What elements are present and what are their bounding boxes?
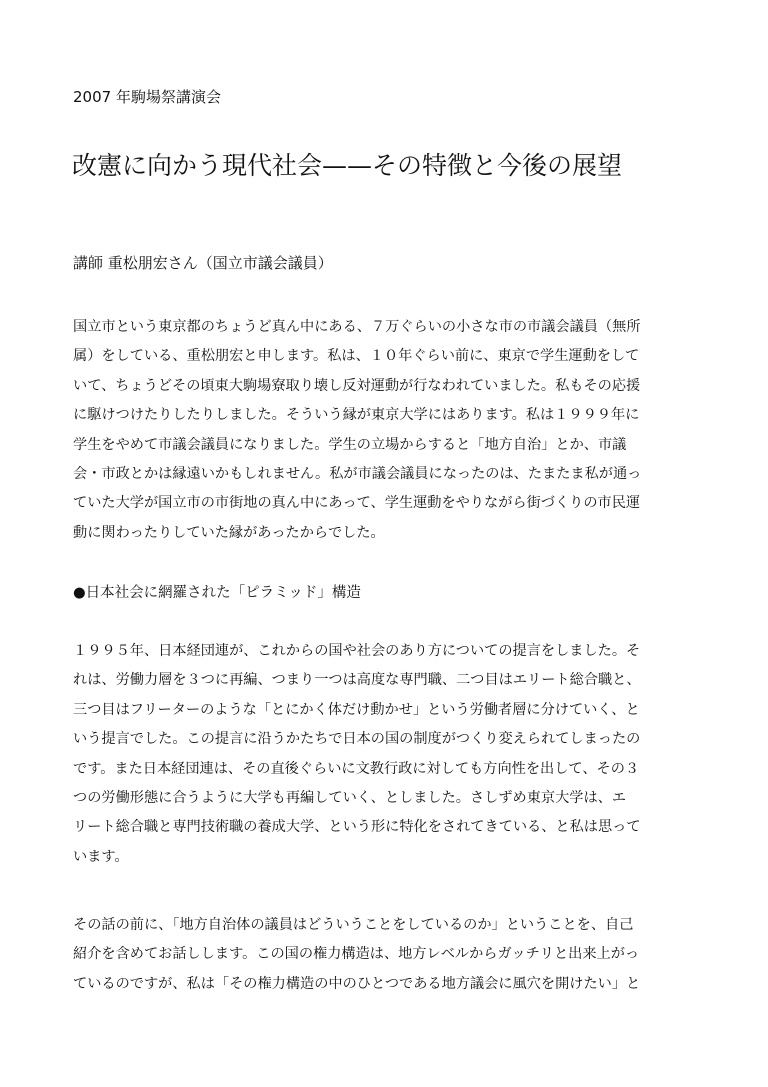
text-line: リート総合職と専門技術職の養成大学、という形に特化をされてきている、と私は思って bbox=[73, 819, 641, 836]
local-assembly-paragraph bbox=[73, 911, 697, 999]
speaker-line: 講師 重松朋宏さん（国立市議会議員） bbox=[73, 254, 333, 272]
text-line: ていた大学が国立市の市街地の真ん中にあって、学生運動をやりながら街づくりの市民運 bbox=[73, 495, 641, 512]
section-heading: ●日本社会に網羅された「ピラミッド」構造 bbox=[73, 585, 361, 601]
keidanren-paragraph bbox=[73, 637, 697, 872]
text-line: です。また日本経団連は、その直後ぐらいに文教行政に対しても方向性を出して、その３ bbox=[73, 760, 640, 777]
text-line: 動に関わったりしていた縁があったからでした。 bbox=[73, 524, 385, 541]
text-line: 紹介を含めてお話しします。この国の権力構造は、地方レベルからガッチリと出来上がっ bbox=[73, 946, 640, 963]
text-line: ているのですが、私は「その権力構造の中のひとつである地方議会に風穴を開けたい」と bbox=[73, 975, 641, 992]
text-line: れは、労働力層を３つに再編、つまり一つは高度な専門職、二つ目はエリート総合職と、 bbox=[73, 672, 641, 689]
text-line: いて、ちょうどその頃東大駒場寮取り壊し反対運動が行なわれていました。私もその応援 bbox=[73, 377, 641, 394]
text-line: １９９５年、日本経団連が、これからの国や社会のあり方についての提言をしました。そ bbox=[73, 643, 641, 659]
text-line: 学生をやめて市議会議員になりました。学生の立場からすると「地方自治」とか、市議 bbox=[73, 436, 627, 453]
text-line: 国立市という東京都のちょうど真ん中にある、７万ぐらいの小さな市の市議会議員（無所 bbox=[73, 319, 641, 335]
text-line: つの労働形態に合うように大学も再編していく、としました。さしずめ東京大学は、エ bbox=[73, 789, 627, 806]
text-line: 属）をしている、重松朋宏と申します。私は、１０年ぐらい前に、東京で学生運動をして bbox=[73, 348, 640, 365]
text-line: います。 bbox=[73, 848, 129, 865]
text-line: 会・市政とかは縁遠いかもしれません。私が市議会議員になったのは、たまたま私が通っ bbox=[73, 465, 642, 482]
text-line: その話の前に、「地方自治体の議員はどういうことをしているのか」ということを、自己 bbox=[73, 917, 634, 933]
text-line: 三つ目はフリーターのような「とにかく体だけ動かせ」という労働者層に分けていく、と bbox=[73, 701, 640, 718]
intro-paragraph bbox=[73, 313, 697, 548]
text-line: いう提言でした。この提言に沿うかたちで日本の国の制度がつくり変えられてしまったの bbox=[73, 731, 641, 748]
lecture-title: 改憲に向かう現代社会——その特徴と今後の展望 bbox=[72, 151, 623, 180]
text-line: に駆けつけたりしたりしました。そういう縁が東京大学にはあります。私は１９９９年に bbox=[73, 407, 640, 424]
event-line: 2007 年駒場祭講演会 bbox=[73, 88, 221, 106]
